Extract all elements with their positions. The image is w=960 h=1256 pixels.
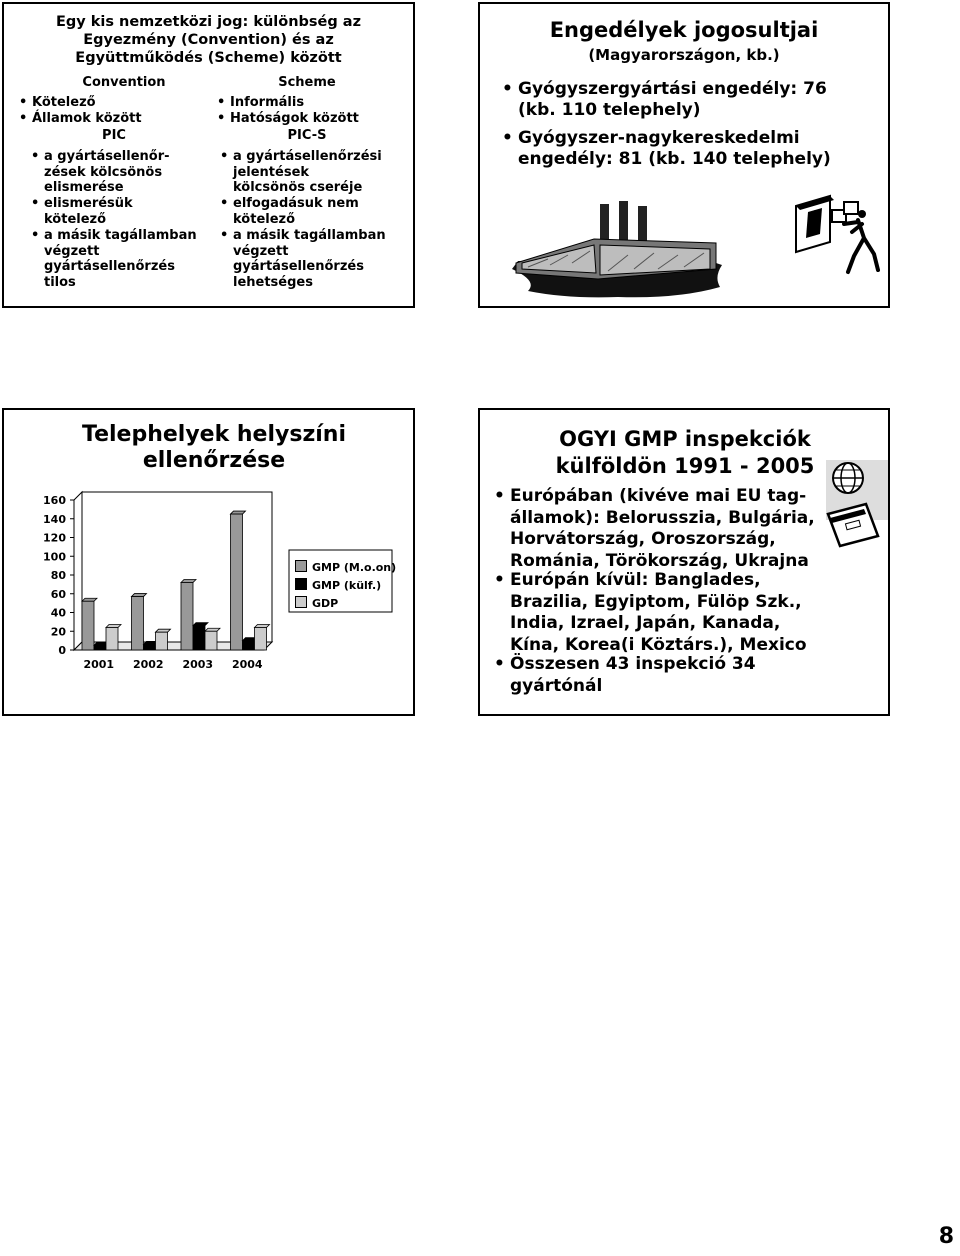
y-tick-label: 100 <box>43 550 66 564</box>
pics-header: PIC-S <box>287 128 327 143</box>
bar-top <box>82 598 97 601</box>
slide-international-law <box>2 2 415 308</box>
bar-top <box>205 628 220 631</box>
slide1-title-line: Egy kis nemzetközi jog: különbség az <box>55 14 362 30</box>
legend-item-gdp: GDP <box>295 596 338 610</box>
bar-top <box>132 594 147 597</box>
bar <box>132 597 144 650</box>
right-bullet-item: • a gyártásellenőrzési jelentések kölcsönös cseréje <box>233 149 382 196</box>
right-bullet: • Informális <box>230 95 304 111</box>
bar-top <box>231 511 246 514</box>
x-tick-label: 2004 <box>231 658 263 671</box>
left-bullet: • Kötelező <box>32 95 96 111</box>
x-tick-label: 2001 <box>83 658 115 671</box>
right-bullet-item: • a másik tagállamban végzett gyártásellenőrzés lehetséges <box>233 228 386 290</box>
page-number: 8 <box>938 1224 954 1249</box>
slide4-bullet: • Európában (kivéve mai EU tag- államok): Belorusszia, Bulgária, Horvátország, Oroszország, Románia, Törökország, Ukrajna <box>510 486 815 572</box>
globe-suitcase-icon <box>818 456 888 548</box>
y-tick-label: 40 <box>50 606 66 620</box>
slide-site-inspections <box>2 408 415 716</box>
y-tick-label: 60 <box>50 587 66 601</box>
bar <box>231 514 243 650</box>
right-bullet-item: • elfogadásuk nem kötelező <box>233 196 359 227</box>
pic-header: PIC <box>102 128 126 143</box>
slide3-title: Telephelyek helyszíni ellenőrzése <box>82 422 346 473</box>
scheme-header: Scheme <box>278 75 336 90</box>
y-tick-label: 0 <box>58 644 66 657</box>
bar <box>243 641 255 650</box>
chart-side-wall <box>74 492 82 650</box>
convention-header: Convention <box>82 75 166 90</box>
slide2-bullet: • Gyógyszer-nagykereskedelmi engedély: 81 (kb. 140 telephely) <box>518 128 831 170</box>
bar <box>82 601 94 650</box>
bar <box>255 628 267 651</box>
bar <box>156 632 168 650</box>
slide4-bullet: • Összesen 43 inspekció 34 gyártónál <box>510 654 756 697</box>
slide1-title-line: Együttműködés (Scheme) között <box>75 50 342 66</box>
bar-top <box>156 629 171 632</box>
bar <box>94 645 106 650</box>
y-tick-label: 160 <box>43 494 66 507</box>
y-tick-label: 20 <box>50 625 66 639</box>
chart-back-wall <box>82 492 272 642</box>
bar <box>181 583 193 651</box>
left-bullet-item: • a gyártásellenőr- zések kölcsönös elismerése <box>44 149 170 196</box>
y-tick-label: 140 <box>43 512 66 526</box>
slide-foreign-gmp-inspections <box>478 408 890 716</box>
left-bullet: • Államok között <box>32 111 142 127</box>
bar-top <box>255 625 270 628</box>
y-tick-label: 80 <box>50 569 66 582</box>
slide-licence-holders <box>478 2 890 308</box>
bar-top <box>193 623 208 626</box>
slide4-title: OGYI GMP inspekciók külföldön 1991 - 2005 <box>555 427 815 478</box>
slide2-bullet: • Gyógyszergyártási engedély: 76 (kb. 110 telephely) <box>518 79 827 121</box>
bar <box>144 644 156 650</box>
truck-delivery-icon <box>792 194 884 276</box>
left-bullet-item: • a másik tagállamban végzett gyártásellenőrzés tilos <box>44 228 197 290</box>
left-bullet-item: • elismerésük kötelező <box>44 196 133 227</box>
slide2-subtitle: (Magyarországon, kb.) <box>588 46 780 64</box>
bar <box>193 626 205 650</box>
bar <box>106 628 118 651</box>
bar-top <box>181 580 196 583</box>
legend-item-gmp-foreign: GMP (külf.) <box>295 578 381 592</box>
y-tick-label: 120 <box>43 531 66 545</box>
right-bullet: • Hatóságok között <box>230 111 359 127</box>
x-tick-label: 2002 <box>132 658 164 671</box>
slide2-title: Engedélyek jogosultjai <box>549 18 819 42</box>
factory-icon <box>508 199 728 304</box>
x-tick-label: 2003 <box>182 658 214 671</box>
slide4-bullet: • Európán kívül: Banglades, Brazilia, Egyiptom, Fülöp Szk., India, Izrael, Japán, Kanada, Kína, Korea(i Köztárs.), Mexico <box>510 570 807 656</box>
bar-top <box>106 625 121 628</box>
legend-item-gmp-domestic: GMP (M.o.on) <box>295 560 396 574</box>
slide1-title-line: Egyezmény (Convention) és az <box>83 32 334 48</box>
bar <box>205 631 217 650</box>
